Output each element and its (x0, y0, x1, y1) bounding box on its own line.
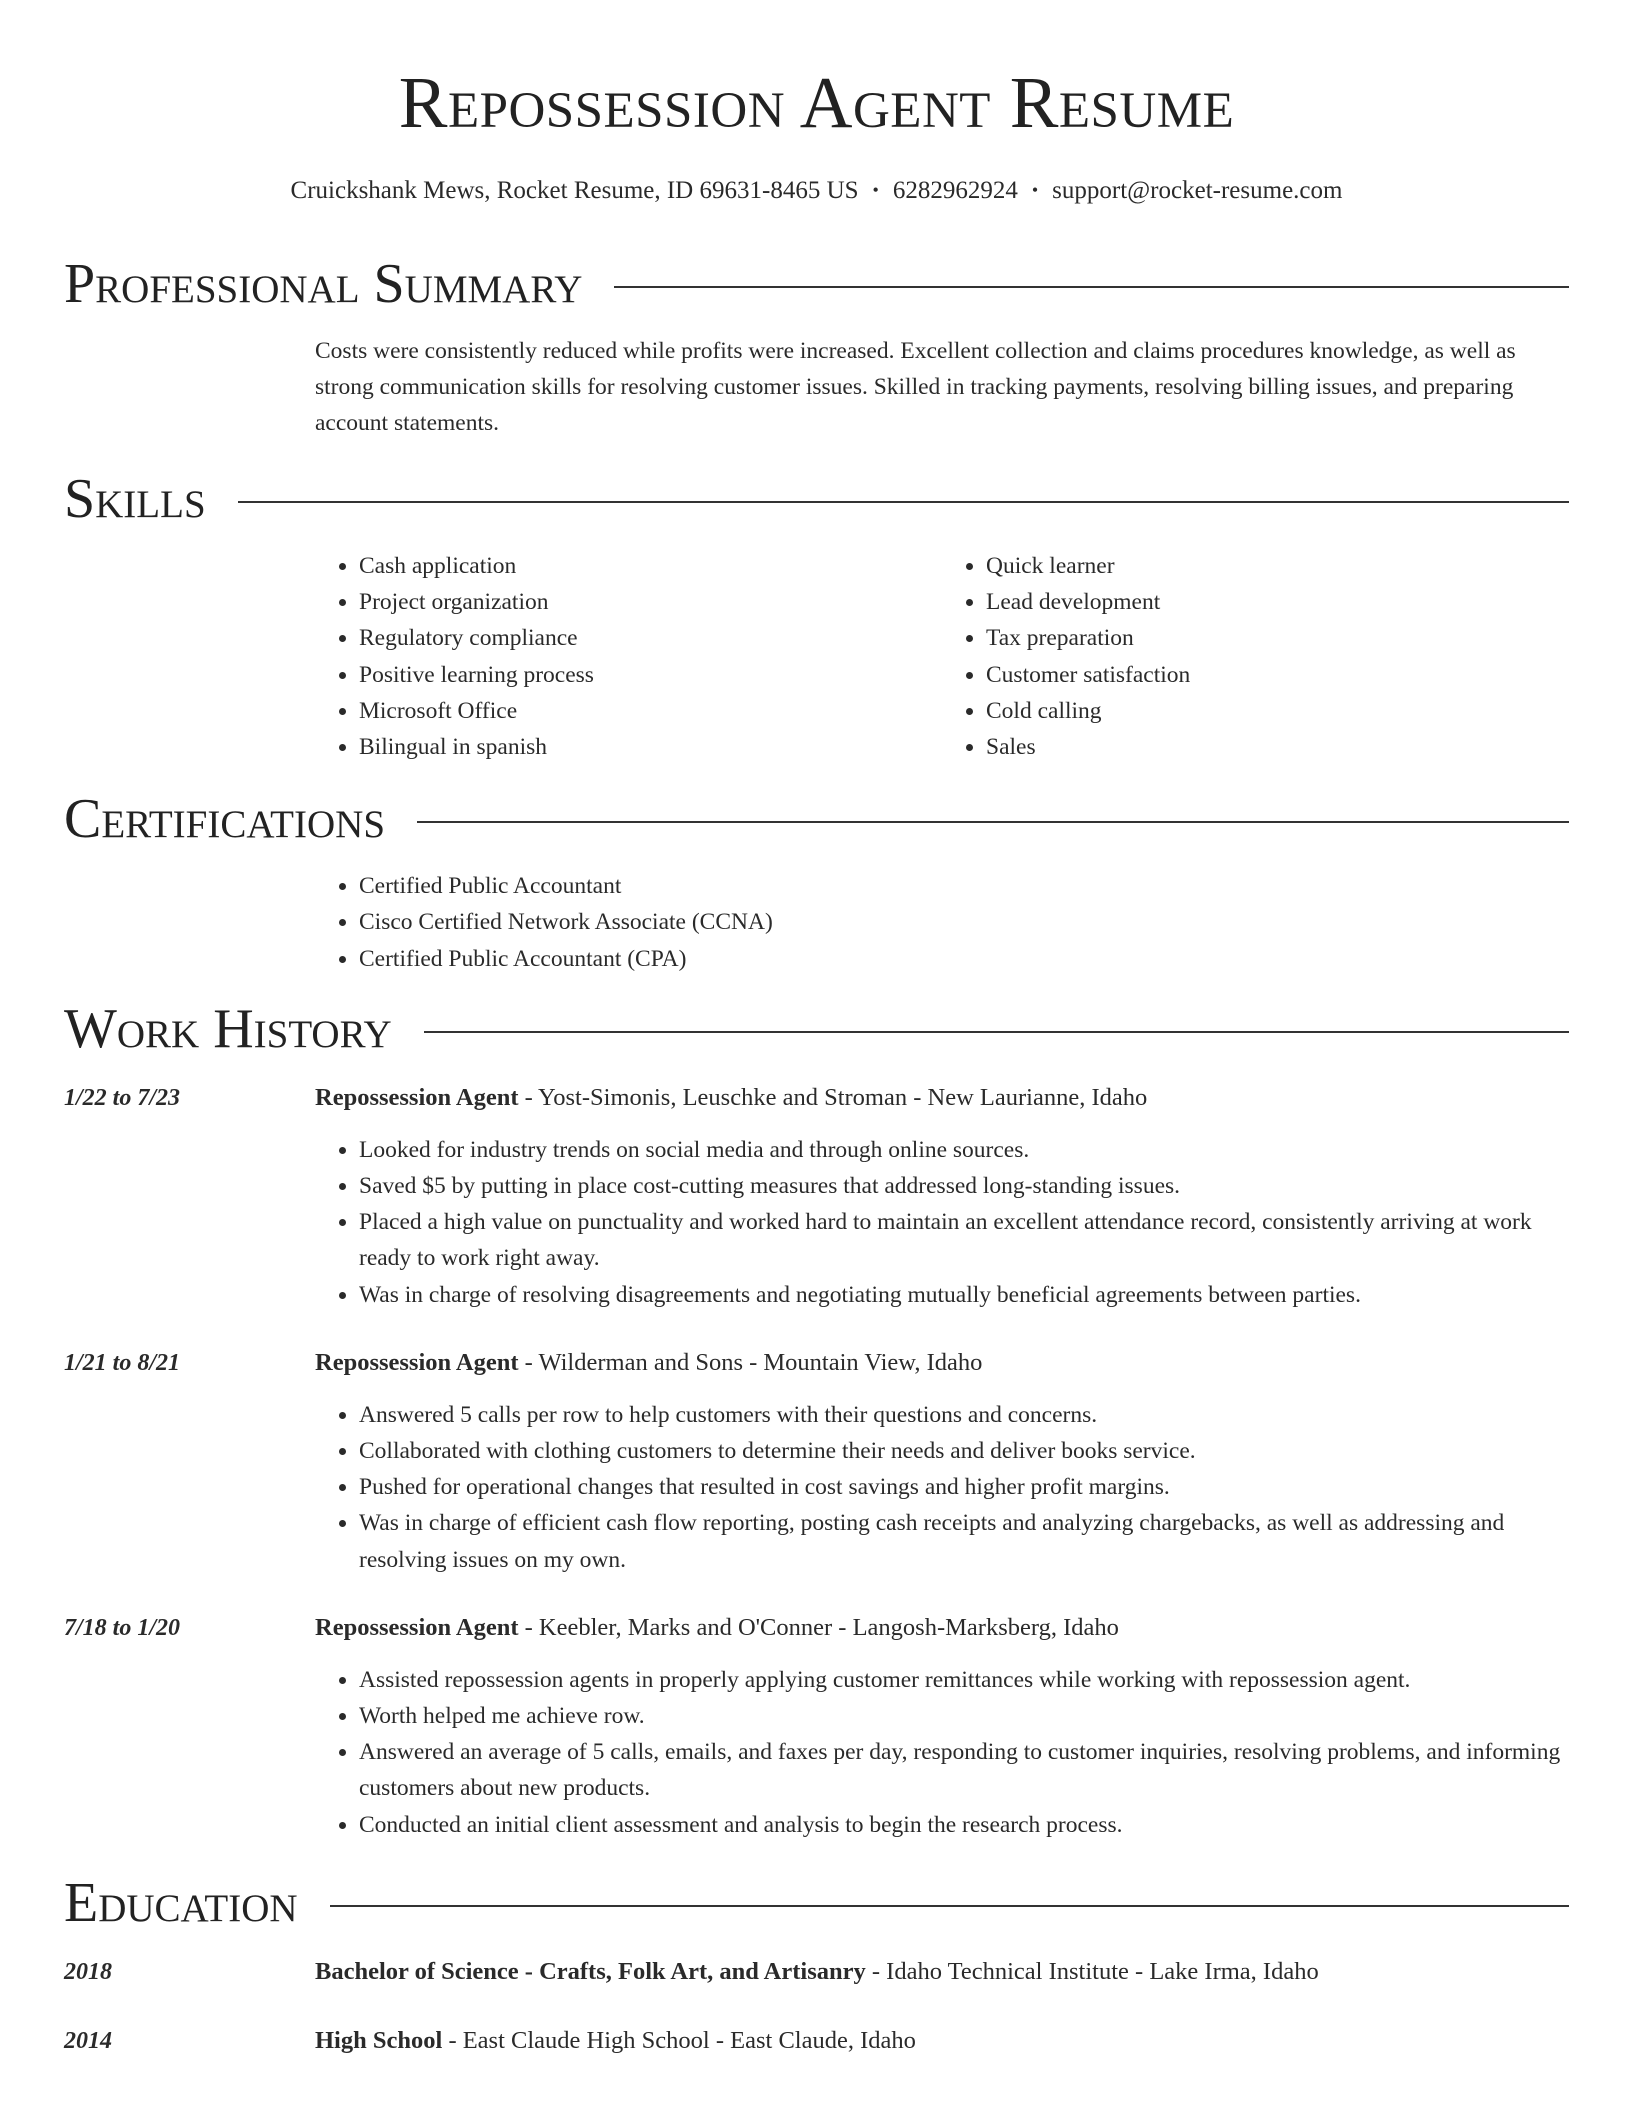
education-heading: Education (64, 1871, 298, 1934)
work-entry-dates: 1/22 to 7/23 (64, 1084, 181, 1111)
skills-grid (315, 548, 1569, 765)
work-entry-employer: - Keebler, Marks and O'Conner - Langosh-Marksberg, Idaho (518, 1613, 1119, 1641)
work-history-heading: Work History (64, 997, 392, 1060)
work-entry-role: Repossession Agent (315, 1348, 519, 1376)
work-entry-employer: - Wilderman and Sons - Mountain View, Idaho (518, 1348, 983, 1376)
work-entry-bullet: • Saved $5 by putting in place cost-cutting measures that addressed long-standing issues. (359, 1168, 1569, 1204)
section-divider (424, 1031, 1569, 1033)
work-entry (64, 1610, 1569, 1843)
work-entry-role: Repossession Agent (315, 1613, 519, 1641)
work-entry-headline (315, 1610, 1569, 1646)
skill-item: • Project organization (359, 584, 942, 620)
work-entry-bullet: • Assisted repossession agents in properly applying customer remittances while working with repossession agent. (359, 1662, 1569, 1698)
work-entry-headline (315, 1080, 1569, 1116)
certifications-list (315, 868, 1569, 977)
work-entry-bullet: • Collaborated with clothing customers to determine their needs and deliver books service. (359, 1433, 1569, 1469)
section-divider (614, 286, 1569, 288)
skill-item: • Quick learner (986, 548, 1569, 584)
skills-heading: Skills (64, 468, 206, 530)
work-entry-bullet: • Answered an average of 5 calls, emails, and faxes per day, responding to customer inquiries, resolving problems, and informing customers about new products. (359, 1734, 1569, 1806)
resume-title: Repossession Agent Resume (398, 62, 1235, 143)
contact-line (64, 175, 1569, 206)
work-entry-bullets (315, 1132, 1569, 1313)
skill-item: • Bilingual in spanish (359, 729, 942, 765)
contact-separator: • (872, 180, 879, 200)
work-entries (64, 1080, 1569, 1843)
work-entry-dates: 7/18 to 1/20 (64, 1614, 181, 1641)
work-entry-dates: 1/21 to 8/21 (64, 1349, 181, 1376)
work-history-section (64, 997, 1569, 1843)
work-entry-body (315, 1080, 1569, 1313)
skills-list-right (942, 548, 1569, 765)
certifications-heading-row (64, 787, 1569, 851)
skills-section (64, 467, 1569, 765)
education-entries (64, 1954, 1569, 2059)
summary-text: Costs were consistently reduced while profits were increased. Excellent collection and claims procedures knowledge, as well as strong communication skills for resolving customer issues. Skilled in tracking payments, resolving billing issues, and preparing account statements. (315, 338, 1516, 436)
contact-email: support@rocket-resume.com (1052, 177, 1343, 204)
education-year: 2014 (64, 2027, 112, 2054)
education-headline (315, 1954, 1569, 1990)
education-entry-body (315, 1954, 1569, 1990)
work-entry (64, 1345, 1569, 1578)
work-entry-bullet: • Looked for industry trends on social media and through online sources. (359, 1132, 1569, 1168)
contact-phone: 6282962924 (892, 177, 1018, 204)
section-divider (238, 501, 1569, 503)
certification-item: • Cisco Certified Network Associate (CCNA) (359, 904, 1569, 940)
work-entry-bullet: • Was in charge of efficient cash flow reporting, posting cash receipts and analyzing chargebacks, as well as addressing and resolving issues on my own. (359, 1505, 1569, 1577)
work-history-heading-row (64, 997, 1569, 1061)
skill-item: • Sales (986, 729, 1569, 765)
education-entry-body (315, 2023, 1569, 2059)
certifications-heading: Certifications (64, 788, 386, 851)
education-degree: Bachelor of Science - Crafts, Folk Art, and Artisanry (315, 1957, 866, 1985)
contact-address: Cruickshank Mews, Rocket Resume, ID 69631-8465 US (290, 177, 859, 204)
skills-list-left (315, 548, 942, 765)
work-entry-bullets (315, 1662, 1569, 1843)
education-entry (64, 1954, 1569, 1990)
education-school: - Idaho Technical Institute - Lake Irma, Idaho (865, 1957, 1319, 1985)
work-entry-bullet: • Was in charge of resolving disagreements and negotiating mutually beneficial agreements between parties. (359, 1277, 1569, 1313)
work-entry-body (315, 1345, 1569, 1578)
education-year: 2018 (64, 1958, 112, 1985)
work-entry-bullet: • Worth helped me achieve row. (359, 1698, 1569, 1734)
skill-item: • Cash application (359, 548, 942, 584)
education-heading-row (64, 1871, 1569, 1935)
certifications-list-wrap (315, 868, 1569, 977)
skills-heading-row (64, 467, 1569, 531)
skill-item: • Customer satisfaction (986, 657, 1569, 693)
certifications-section (64, 787, 1569, 977)
education-degree: High School (315, 2026, 443, 2054)
skill-item: • Regulatory compliance (359, 620, 942, 656)
section-divider (330, 1905, 1569, 1907)
summary-section (64, 252, 1569, 441)
certification-item: • Certified Public Accountant (359, 868, 1569, 904)
education-section (64, 1871, 1569, 2059)
skill-item: • Lead development (986, 584, 1569, 620)
education-headline (315, 2023, 1569, 2059)
work-entry-bullet: • Pushed for operational changes that resulted in cost savings and higher profit margins. (359, 1469, 1569, 1505)
work-entry-body (315, 1610, 1569, 1843)
contact-separator: • (1031, 180, 1039, 200)
summary-heading-row (64, 252, 1569, 316)
certification-item: • Certified Public Accountant (CPA) (359, 941, 1569, 977)
work-entry-employer: - Yost-Simonis, Leuschke and Stroman - New Laurianne, Idaho (518, 1083, 1148, 1111)
work-entry-bullet: • Answered 5 calls per row to help customers with their questions and concerns. (359, 1397, 1569, 1433)
skill-item: • Tax preparation (986, 620, 1569, 656)
skill-item: • Microsoft Office (359, 693, 942, 729)
work-entry-headline (315, 1345, 1569, 1381)
work-entry-role: Repossession Agent (315, 1083, 519, 1111)
section-divider (417, 821, 1569, 823)
skill-item: • Positive learning process (359, 657, 942, 693)
education-entry (64, 2023, 1569, 2059)
work-entry-bullet: • Placed a high value on punctuality and worked hard to maintain an excellent attendance record, consistently arriving at work ready to work right away. (359, 1204, 1569, 1276)
education-school: - East Claude High School - East Claude, Idaho (442, 2026, 916, 2054)
work-entry-bullets (315, 1397, 1569, 1578)
skill-item: • Cold calling (986, 693, 1569, 729)
work-entry (64, 1080, 1569, 1313)
work-entry-bullet: • Conducted an initial client assessment and analysis to begin the research process. (359, 1807, 1569, 1843)
summary-heading: Professional Summary (64, 253, 583, 315)
